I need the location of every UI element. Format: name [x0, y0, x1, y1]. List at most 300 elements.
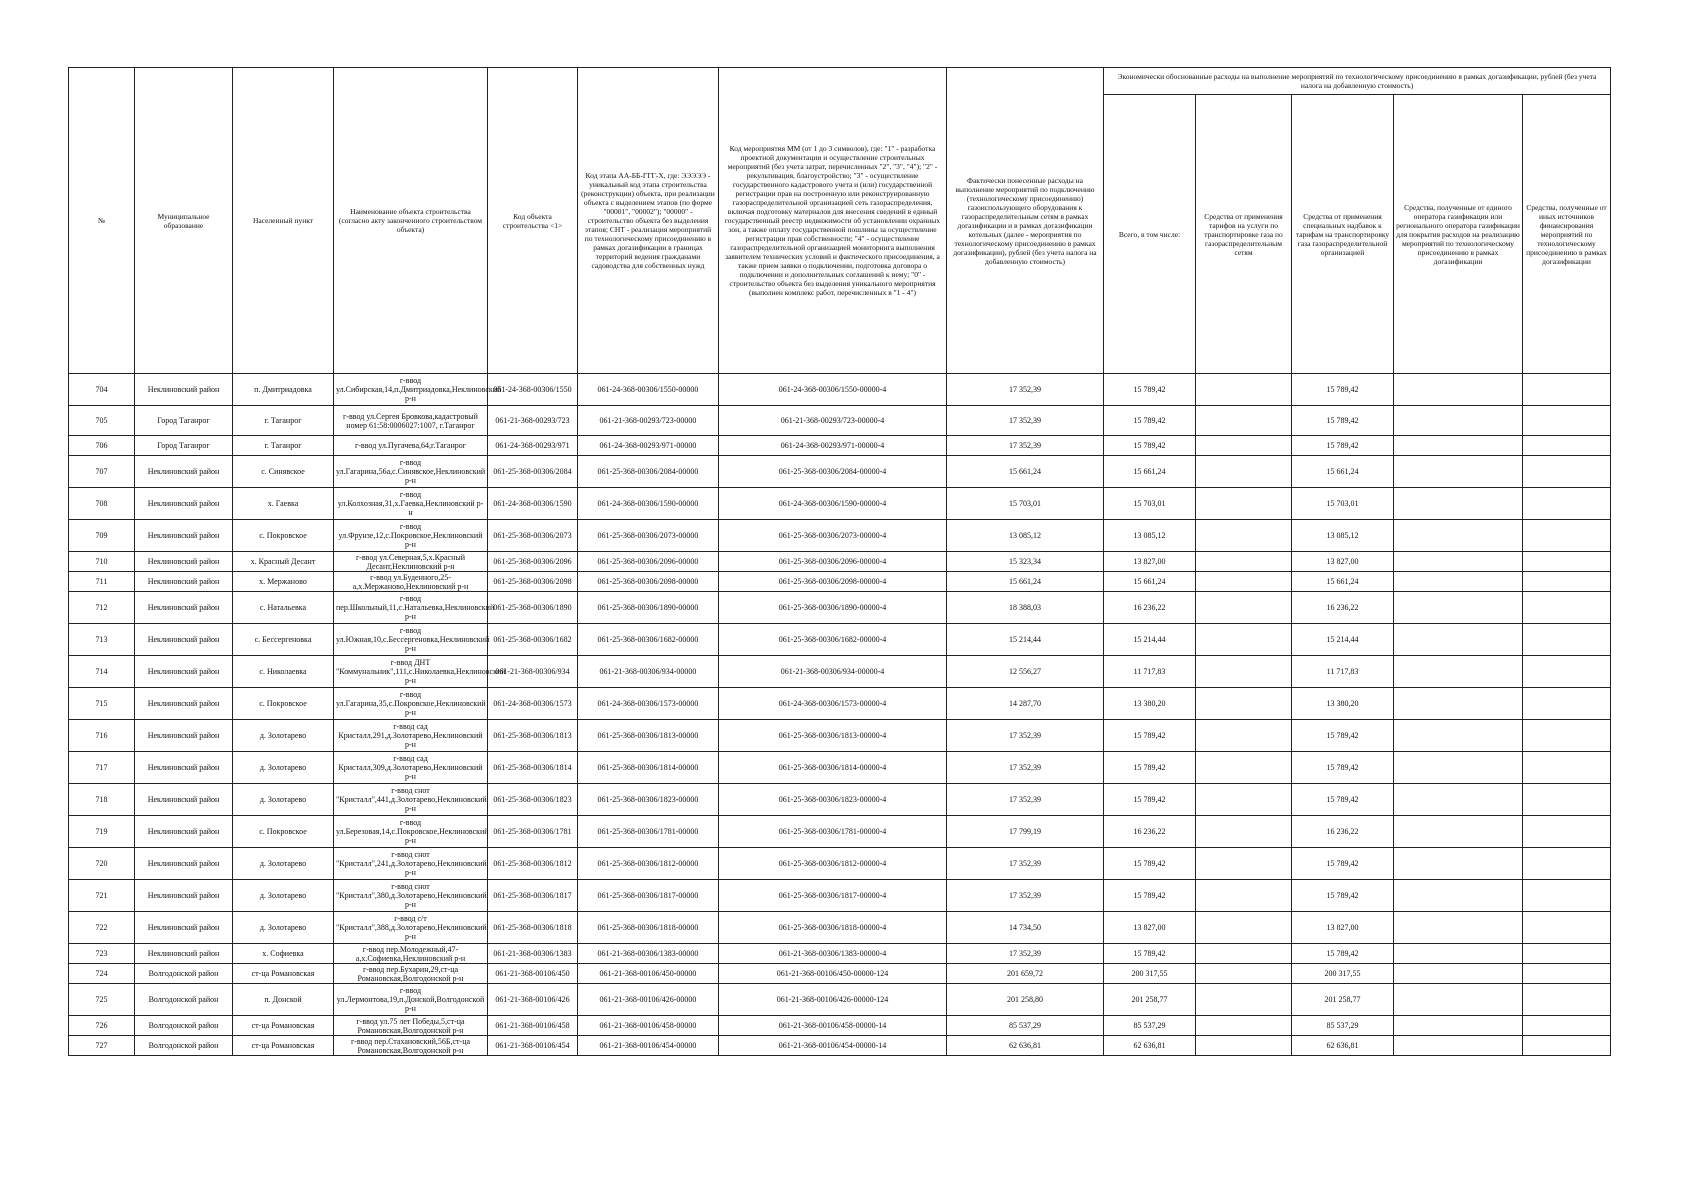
row-event-code: 061-25-368-00306/1682-00000-4 [719, 624, 947, 656]
row-number: 717 [69, 752, 135, 784]
table-row [69, 816, 1611, 848]
row-object-name: г-ввод пер.Стахановский,56Б,ст-ца Романовская,Волгодонской р-н [334, 1036, 488, 1056]
row-number: 713 [69, 624, 135, 656]
row-settlement: с. Покровское [233, 520, 334, 552]
row-number: 706 [69, 436, 135, 456]
row-object-name: г-ввод пер.Молодежный,47-а,х.Софиевка,Неклиновский р-н [334, 944, 488, 964]
row-other-sources [1523, 592, 1611, 624]
row-object-code: 061-24-368-00306/1573 [488, 688, 578, 720]
row-tariff-funds [1196, 848, 1292, 880]
row-settlement: г. Таганрог [233, 406, 334, 436]
row-actual-costs: 17 352,39 [947, 436, 1104, 456]
row-settlement: д. Золотарево [233, 848, 334, 880]
row-object-name: г-ввод ул.Лермонтова,19,п.Донской,Волгодонской р-н [334, 984, 488, 1016]
row-other-sources [1523, 752, 1611, 784]
row-actual-costs: 15 703,01 [947, 488, 1104, 520]
row-total: 200 317,55 [1104, 964, 1196, 984]
row-stage-code: 061-21-368-00106/426-00000 [578, 984, 719, 1016]
row-number: 709 [69, 520, 135, 552]
row-tariff-funds [1196, 752, 1292, 784]
row-special-markups: 15 789,42 [1292, 784, 1394, 816]
row-number: 714 [69, 656, 135, 688]
row-number: 722 [69, 912, 135, 944]
table-row [69, 374, 1611, 406]
row-total: 15 789,42 [1104, 848, 1196, 880]
row-actual-costs: 17 352,39 [947, 880, 1104, 912]
row-event-code: 061-25-368-00306/2098-00000-4 [719, 572, 947, 592]
row-actual-costs: 13 085,12 [947, 520, 1104, 552]
row-stage-code: 061-25-368-00306/1890-00000 [578, 592, 719, 624]
table-row [69, 912, 1611, 944]
header-single-operator-funds: Средства, полученные от единого оператора газификации или регионального оператора газификации для покрытия расходов на реализацию мероприятий по технологическому присоединению в рамках догазификации [1394, 95, 1523, 374]
row-object-code: 061-21-368-00306/934 [488, 656, 578, 688]
row-number: 711 [69, 572, 135, 592]
row-settlement: с. Покровское [233, 688, 334, 720]
row-object-name: г-ввод снот "Кристалл",241,д.Золотарево,Неклиновский р-н [334, 848, 488, 880]
row-tariff-funds [1196, 572, 1292, 592]
row-stage-code: 061-25-368-00306/2073-00000 [578, 520, 719, 552]
row-special-markups: 16 236,22 [1292, 816, 1394, 848]
row-single-operator-funds [1394, 1036, 1523, 1056]
row-special-markups: 62 636,81 [1292, 1036, 1394, 1056]
row-settlement: с. Николаевка [233, 656, 334, 688]
row-object-code: 061-21-368-00106/450 [488, 964, 578, 984]
row-special-markups: 201 258,77 [1292, 984, 1394, 1016]
row-number: 704 [69, 374, 135, 406]
table-row [69, 880, 1611, 912]
row-single-operator-funds [1394, 784, 1523, 816]
row-actual-costs: 15 323,34 [947, 552, 1104, 572]
row-number: 705 [69, 406, 135, 436]
row-tariff-funds [1196, 488, 1292, 520]
row-municipality: Город Таганрог [135, 436, 233, 456]
row-number: 715 [69, 688, 135, 720]
row-actual-costs: 17 352,39 [947, 944, 1104, 964]
row-stage-code: 061-25-368-00306/1682-00000 [578, 624, 719, 656]
row-municipality: Неклиновский район [135, 944, 233, 964]
row-tariff-funds [1196, 1036, 1292, 1056]
row-object-code: 061-25-368-00306/1682 [488, 624, 578, 656]
table-row [69, 964, 1611, 984]
row-special-markups: 15 789,42 [1292, 374, 1394, 406]
row-total: 201 258,77 [1104, 984, 1196, 1016]
row-single-operator-funds [1394, 552, 1523, 572]
row-single-operator-funds [1394, 656, 1523, 688]
row-total: 15 789,42 [1104, 436, 1196, 456]
row-settlement: д. Золотарево [233, 784, 334, 816]
row-tariff-funds [1196, 1016, 1292, 1036]
row-special-markups: 13 085,12 [1292, 520, 1394, 552]
row-single-operator-funds [1394, 624, 1523, 656]
row-other-sources [1523, 688, 1611, 720]
row-object-name: г-ввод ул.Колхозная,31,х.Гаевка,Неклиновский р-н [334, 488, 488, 520]
row-other-sources [1523, 624, 1611, 656]
row-special-markups: 15 703,01 [1292, 488, 1394, 520]
row-object-name: г-ввод ул.Фрунзе,12,с.Покровское,Неклиновский р-н [334, 520, 488, 552]
row-special-markups: 15 661,24 [1292, 456, 1394, 488]
row-total: 15 703,01 [1104, 488, 1196, 520]
row-single-operator-funds [1394, 456, 1523, 488]
row-event-code: 061-21-368-00306/934-00000-4 [719, 656, 947, 688]
row-settlement: х. Софиевка [233, 944, 334, 964]
row-total: 15 789,42 [1104, 406, 1196, 436]
header-settlement: Населенный пункт [233, 68, 334, 374]
row-object-name: г-ввод ул.Пугачева,64,г.Таганрог [334, 436, 488, 456]
row-single-operator-funds [1394, 436, 1523, 456]
row-other-sources [1523, 944, 1611, 964]
table-row [69, 406, 1611, 436]
row-total: 15 789,42 [1104, 784, 1196, 816]
row-municipality: Неклиновский район [135, 848, 233, 880]
row-stage-code: 061-21-368-00306/1383-00000 [578, 944, 719, 964]
row-other-sources [1523, 912, 1611, 944]
table-row [69, 572, 1611, 592]
row-actual-costs: 85 537,29 [947, 1016, 1104, 1036]
row-special-markups: 13 827,00 [1292, 912, 1394, 944]
row-stage-code: 061-25-368-00306/2084-00000 [578, 456, 719, 488]
row-single-operator-funds [1394, 816, 1523, 848]
row-total: 13 827,00 [1104, 552, 1196, 572]
header-total: Всего, в том числе: [1104, 95, 1196, 374]
row-event-code: 061-25-368-00306/1781-00000-4 [719, 816, 947, 848]
row-municipality: Неклиновский район [135, 656, 233, 688]
table-row [69, 944, 1611, 964]
row-tariff-funds [1196, 592, 1292, 624]
table-row [69, 656, 1611, 688]
row-total: 16 236,22 [1104, 592, 1196, 624]
row-single-operator-funds [1394, 880, 1523, 912]
row-tariff-funds [1196, 688, 1292, 720]
row-special-markups: 200 317,55 [1292, 964, 1394, 984]
row-number: 708 [69, 488, 135, 520]
row-other-sources [1523, 656, 1611, 688]
row-actual-costs: 17 352,39 [947, 406, 1104, 436]
row-other-sources [1523, 984, 1611, 1016]
row-tariff-funds [1196, 552, 1292, 572]
row-other-sources [1523, 848, 1611, 880]
row-settlement: х. Красный Десант [233, 552, 334, 572]
row-municipality: Неклиновский район [135, 784, 233, 816]
header-other-sources: Средства, полученные от иных источников финансирования мероприятий по технологическому присоединению в рамках догазификации [1523, 95, 1611, 374]
row-municipality: Волгодонской район [135, 984, 233, 1016]
row-municipality: Неклиновский район [135, 520, 233, 552]
row-special-markups: 13 380,20 [1292, 688, 1394, 720]
row-other-sources [1523, 964, 1611, 984]
row-object-code: 061-21-368-00106/458 [488, 1016, 578, 1036]
row-number: 710 [69, 552, 135, 572]
row-number: 712 [69, 592, 135, 624]
table-row [69, 848, 1611, 880]
row-object-code: 061-25-368-00306/1823 [488, 784, 578, 816]
row-object-code: 061-25-368-00306/1813 [488, 720, 578, 752]
row-event-code: 061-21-368-00106/450-00000-124 [719, 964, 947, 984]
header-actual-costs: Фактически понесенные расходы на выполнение мероприятий по подключению (технологическому присоединению) газоиспользующего оборудования к газораспределительным сетям в рамках догазификации и в рамках догазификации котельных (далее - мероприятия по технологическому присоединению в рамках догазификации), рублей (без учета налога на добавленную стоимость) [947, 68, 1104, 374]
row-number: 719 [69, 816, 135, 848]
row-single-operator-funds [1394, 944, 1523, 964]
row-event-code: 061-21-368-00106/458-00000-14 [719, 1016, 947, 1036]
row-municipality: Город Таганрог [135, 406, 233, 436]
row-tariff-funds [1196, 456, 1292, 488]
row-object-code: 061-25-368-00306/2073 [488, 520, 578, 552]
row-tariff-funds [1196, 374, 1292, 406]
row-object-name: г-ввод ул.Гагарина,35,с.Покровское,Неклиновский р-н [334, 688, 488, 720]
row-object-code: 061-25-368-00306/1781 [488, 816, 578, 848]
table-row [69, 984, 1611, 1016]
header-tariff-funds: Средства от применения тарифов на услуги по транспортировке газа по газораспределительным сетям [1196, 95, 1292, 374]
row-actual-costs: 17 352,39 [947, 784, 1104, 816]
table-row [69, 436, 1611, 456]
row-object-name: г-ввод пер.Школьный,11,с.Натальевка,Неклиновский р-н [334, 592, 488, 624]
row-actual-costs: 62 636,81 [947, 1036, 1104, 1056]
row-single-operator-funds [1394, 752, 1523, 784]
row-stage-code: 061-24-368-00306/1590-00000 [578, 488, 719, 520]
row-single-operator-funds [1394, 688, 1523, 720]
row-stage-code: 061-24-368-00306/1573-00000 [578, 688, 719, 720]
row-single-operator-funds [1394, 406, 1523, 436]
row-total: 15 214,44 [1104, 624, 1196, 656]
row-settlement: д. Золотарево [233, 912, 334, 944]
row-settlement: ст-ца Романовская [233, 964, 334, 984]
row-other-sources [1523, 784, 1611, 816]
row-stage-code: 061-24-368-00293/971-00000 [578, 436, 719, 456]
row-event-code: 061-24-368-00306/1573-00000-4 [719, 688, 947, 720]
row-single-operator-funds [1394, 1016, 1523, 1036]
row-number: 726 [69, 1016, 135, 1036]
row-object-code: 061-25-368-00306/2084 [488, 456, 578, 488]
row-municipality: Волгодонской район [135, 964, 233, 984]
row-actual-costs: 14 734,50 [947, 912, 1104, 944]
row-object-name: г-ввод ул.Гагарина,56а,с.Синявское,Неклиновский р-н [334, 456, 488, 488]
row-stage-code: 061-25-368-00306/1813-00000 [578, 720, 719, 752]
row-other-sources [1523, 456, 1611, 488]
row-settlement: с. Синявское [233, 456, 334, 488]
row-single-operator-funds [1394, 964, 1523, 984]
row-stage-code: 061-24-368-00306/1550-00000 [578, 374, 719, 406]
row-stage-code: 061-25-368-00306/2098-00000 [578, 572, 719, 592]
row-settlement: д. Золотарево [233, 880, 334, 912]
row-settlement: п. Дмитриадовка [233, 374, 334, 406]
row-number: 720 [69, 848, 135, 880]
row-single-operator-funds [1394, 520, 1523, 552]
row-object-name: г-ввод с/т "Кристалл",388,д.Золотарево,Неклиновский р-н [334, 912, 488, 944]
row-event-code: 061-25-368-00306/2073-00000-4 [719, 520, 947, 552]
row-stage-code: 061-25-368-00306/1817-00000 [578, 880, 719, 912]
row-object-name: г-ввод ул.Березовая,14,с.Покровское,Неклиновский р-н [334, 816, 488, 848]
row-stage-code: 061-21-368-00106/450-00000 [578, 964, 719, 984]
row-single-operator-funds [1394, 720, 1523, 752]
row-actual-costs: 17 352,39 [947, 720, 1104, 752]
row-stage-code: 061-25-368-00306/1823-00000 [578, 784, 719, 816]
row-tariff-funds [1196, 436, 1292, 456]
table-row [69, 488, 1611, 520]
row-special-markups: 15 789,42 [1292, 436, 1394, 456]
row-other-sources [1523, 880, 1611, 912]
row-settlement: п. Донской [233, 984, 334, 1016]
row-total: 15 789,42 [1104, 752, 1196, 784]
row-other-sources [1523, 816, 1611, 848]
row-tariff-funds [1196, 624, 1292, 656]
row-special-markups: 85 537,29 [1292, 1016, 1394, 1036]
row-event-code: 061-25-368-00306/1818-00000-4 [719, 912, 947, 944]
table-row [69, 720, 1611, 752]
row-number: 725 [69, 984, 135, 1016]
row-special-markups: 15 789,42 [1292, 406, 1394, 436]
row-total: 13 085,12 [1104, 520, 1196, 552]
row-stage-code: 061-21-368-00106/454-00000 [578, 1036, 719, 1056]
row-number: 707 [69, 456, 135, 488]
row-municipality: Неклиновский район [135, 456, 233, 488]
table-row [69, 1036, 1611, 1056]
row-object-name: г-ввод ул.Южная,10,с.Бессергеновка,Неклиновский р-н [334, 624, 488, 656]
row-actual-costs: 17 799,19 [947, 816, 1104, 848]
table-row [69, 688, 1611, 720]
row-object-code: 061-25-368-00306/1890 [488, 592, 578, 624]
row-actual-costs: 14 287,70 [947, 688, 1104, 720]
row-number: 727 [69, 1036, 135, 1056]
row-actual-costs: 201 258,80 [947, 984, 1104, 1016]
row-object-name: г-ввод снот "Кристалл",441,д.Золотарево,Неклиновский р-н [334, 784, 488, 816]
row-single-operator-funds [1394, 984, 1523, 1016]
row-object-name: г-ввод сад Кристалл,291,д.Золотарево,Неклиновский р-н [334, 720, 488, 752]
row-stage-code: 061-25-368-00306/2096-00000 [578, 552, 719, 572]
row-other-sources [1523, 406, 1611, 436]
row-number: 723 [69, 944, 135, 964]
row-special-markups: 13 827,00 [1292, 552, 1394, 572]
row-tariff-funds [1196, 984, 1292, 1016]
row-special-markups: 11 717,83 [1292, 656, 1394, 688]
row-municipality: Неклиновский район [135, 912, 233, 944]
row-total: 62 636,81 [1104, 1036, 1196, 1056]
row-other-sources [1523, 488, 1611, 520]
row-total: 15 661,24 [1104, 456, 1196, 488]
row-event-code: 061-25-368-00306/2084-00000-4 [719, 456, 947, 488]
row-object-code: 061-24-368-00293/971 [488, 436, 578, 456]
row-municipality: Неклиновский район [135, 374, 233, 406]
row-municipality: Волгодонской район [135, 1036, 233, 1056]
table-row [69, 552, 1611, 572]
header-object-name: Наименование объекта строительства (согласно акту законченного строительством объекта) [334, 68, 488, 374]
row-settlement: с. Натальевка [233, 592, 334, 624]
row-settlement: х. Гаевка [233, 488, 334, 520]
row-municipality: Неклиновский район [135, 572, 233, 592]
row-object-name: г-ввод ул.Буденного,25-а,х.Мержаново,Неклиновский р-н [334, 572, 488, 592]
row-tariff-funds [1196, 784, 1292, 816]
row-settlement: ст-ца Романовская [233, 1016, 334, 1036]
row-settlement: с. Покровское [233, 816, 334, 848]
table-row [69, 1016, 1611, 1036]
row-object-code: 061-25-368-00306/1812 [488, 848, 578, 880]
row-municipality: Неклиновский район [135, 752, 233, 784]
row-object-name: г-ввод снот "Кристалл",380,д.Золотарево,Неклиновский р-н [334, 880, 488, 912]
table-row [69, 592, 1611, 624]
row-object-code: 061-24-368-00306/1550 [488, 374, 578, 406]
row-special-markups: 15 214,44 [1292, 624, 1394, 656]
row-number: 724 [69, 964, 135, 984]
row-other-sources [1523, 520, 1611, 552]
row-municipality: Неклиновский район [135, 880, 233, 912]
row-total: 85 537,29 [1104, 1016, 1196, 1036]
row-event-code: 061-21-368-00106/426-00000-124 [719, 984, 947, 1016]
row-other-sources [1523, 374, 1611, 406]
row-actual-costs: 201 659,72 [947, 964, 1104, 984]
gas-connection-register-table [68, 67, 1611, 1056]
row-single-operator-funds [1394, 572, 1523, 592]
row-settlement: д. Золотарево [233, 752, 334, 784]
table-row [69, 456, 1611, 488]
row-municipality: Неклиновский район [135, 592, 233, 624]
row-actual-costs: 17 352,39 [947, 848, 1104, 880]
row-object-code: 061-25-368-00306/2098 [488, 572, 578, 592]
row-actual-costs: 15 661,24 [947, 572, 1104, 592]
row-tariff-funds [1196, 964, 1292, 984]
row-object-code: 061-25-368-00306/1818 [488, 912, 578, 944]
row-actual-costs: 15 661,24 [947, 456, 1104, 488]
row-object-code: 061-21-368-00306/1383 [488, 944, 578, 964]
row-actual-costs: 18 388,03 [947, 592, 1104, 624]
row-special-markups: 15 789,42 [1292, 848, 1394, 880]
row-event-code: 061-25-368-00306/2096-00000-4 [719, 552, 947, 572]
row-settlement: г. Таганрог [233, 436, 334, 456]
row-stage-code: 061-21-368-00293/723-00000 [578, 406, 719, 436]
row-object-code: 061-21-368-00293/723 [488, 406, 578, 436]
row-municipality: Волгодонской район [135, 1016, 233, 1036]
row-object-code: 061-25-368-00306/1817 [488, 880, 578, 912]
table-row [69, 784, 1611, 816]
row-single-operator-funds [1394, 374, 1523, 406]
row-stage-code: 061-25-368-00306/1818-00000 [578, 912, 719, 944]
row-single-operator-funds [1394, 488, 1523, 520]
row-total: 16 236,22 [1104, 816, 1196, 848]
row-municipality: Неклиновский район [135, 720, 233, 752]
row-total: 11 717,83 [1104, 656, 1196, 688]
row-tariff-funds [1196, 912, 1292, 944]
row-object-name: г-ввод сад Кристалл,309,д.Золотарево,Неклиновский р-н [334, 752, 488, 784]
row-total: 15 789,42 [1104, 944, 1196, 964]
row-tariff-funds [1196, 406, 1292, 436]
row-object-name: г-ввод ул.Сибирская,14,п.Дмитриадовка,Неклиновский р-н [334, 374, 488, 406]
row-tariff-funds [1196, 720, 1292, 752]
row-special-markups: 15 789,42 [1292, 880, 1394, 912]
row-settlement: х. Мержаново [233, 572, 334, 592]
row-object-name: г-ввод ул.Сергея Бровкова,кадастровый номер 61:58:0006027:1007, г.Таганрог [334, 406, 488, 436]
row-object-name: г-ввод ул.75 лет Победы,5,ст-ца Романовская,Волгодонской р-н [334, 1016, 488, 1036]
row-tariff-funds [1196, 944, 1292, 964]
row-event-code: 061-24-368-00306/1550-00000-4 [719, 374, 947, 406]
row-stage-code: 061-25-368-00306/1812-00000 [578, 848, 719, 880]
header-stage-code: Код этапа АА-ББ-ГГГ-Х, где: ЭЭЭЭЭ - уникальный код этапа строительства (реконструкции) объекта, при реализации объекта с выделением этапов (по форме "00001", "00002"); "00000" - строительство объекта без выделения этапов; СНТ - реализация мероприятий по технологическому присоединению в рамках догазификации в границах территорий ведения гражданами садоводства для собственных нужд [578, 68, 719, 374]
row-special-markups: 15 789,42 [1292, 752, 1394, 784]
row-other-sources [1523, 1036, 1611, 1056]
row-total: 13 827,00 [1104, 912, 1196, 944]
row-event-code: 061-25-368-00306/1813-00000-4 [719, 720, 947, 752]
row-total: 13 380,20 [1104, 688, 1196, 720]
table-row [69, 520, 1611, 552]
row-other-sources [1523, 720, 1611, 752]
row-number: 718 [69, 784, 135, 816]
row-settlement: с. Бессергеновка [233, 624, 334, 656]
row-municipality: Неклиновский район [135, 624, 233, 656]
row-special-markups: 15 661,24 [1292, 572, 1394, 592]
row-object-name: г-ввод ул.Северная,5,х.Красный Десант,Неклиновский р-н [334, 552, 488, 572]
header-event-code: Код мероприятия ММ (от 1 до 3 символов), где: "1" - разработка проектной документации и осуществление строительных мероприятий (без учета затрат, перечисленных "2", "3", "4"); "2" - рекультивация, благоустройство; "3" - осуществление государственного кадастрового учета и (или) государственной регистрации прав на построенную или реконструированную газораспределительной организацией сеть газораспределения, включая подготовку материалов для внесения сведений в единый государственный реестр недвижимости об установлении охранных зон, а также оплату государственной пошлины за осуществление регистрации прав собственности; "4" - осуществление газораспределительной организацией мониторинга выполнения заявителем технических условий и фактического присоединения, а также прием заявки о подключении, подготовка договора о подключении и дополнительных соглашений к нему; "0" - строительство объекта без выделения уникального мероприятия (выполнен комплекс работ, перечисленных в "1 - 4") [719, 68, 947, 374]
row-other-sources [1523, 552, 1611, 572]
row-tariff-funds [1196, 656, 1292, 688]
row-total: 15 789,42 [1104, 880, 1196, 912]
row-event-code: 061-24-368-00306/1590-00000-4 [719, 488, 947, 520]
row-event-code: 061-25-368-00306/1823-00000-4 [719, 784, 947, 816]
row-event-code: 061-21-368-00306/1383-00000-4 [719, 944, 947, 964]
table-body [69, 374, 1611, 1056]
